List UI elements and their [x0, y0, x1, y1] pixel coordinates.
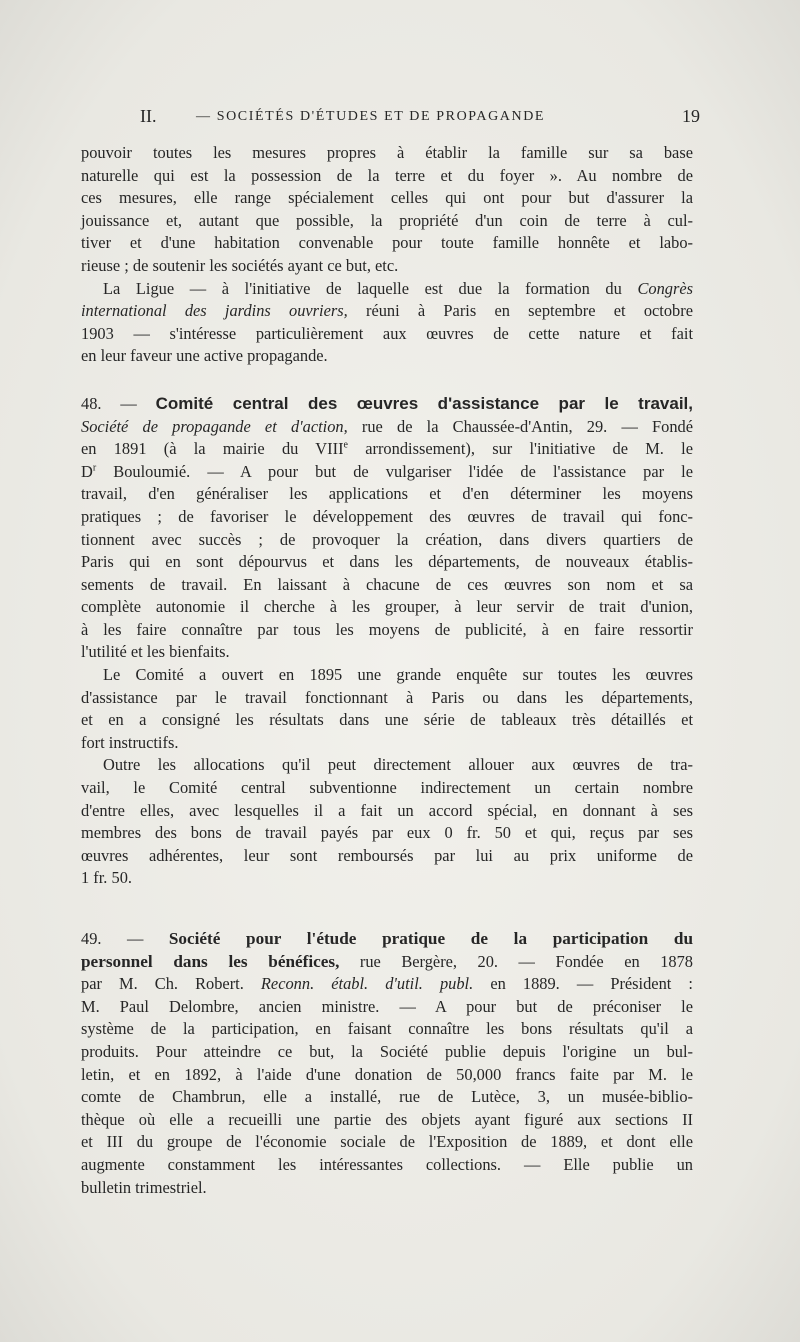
- page-number: 19: [682, 106, 700, 126]
- text-line: à les faire connaître par tous les moyens de publicité, à en faire ressortir: [81, 619, 693, 639]
- text-line: tionnent avec succès ; de provoquer la création, dans divers quartiers de: [81, 529, 693, 549]
- section-title-cont: personnel dans les bénéfices,: [81, 951, 340, 971]
- text-line: augmente constamment les intéressantes collections. — Elle publie un: [81, 1154, 693, 1174]
- text-span: arrondissement), sur l'initiative de M. le: [347, 439, 693, 459]
- text-span: réuni à Paris en septembre et octobre: [347, 301, 693, 321]
- text-line: pouvoir toutes les mesures propres à établir la famille sur sa base: [81, 143, 693, 162]
- page-body: [81, 142, 693, 1199]
- text-line: produits. Pour atteindre ce but, la Société publie depuis l'origine un bul-: [81, 1041, 693, 1061]
- congres-title-italic-cont: international des jardins ouvriers,: [81, 301, 348, 321]
- text-line: Outre les allocations qu'il peut directement allouer aux œuvres de tra-: [103, 755, 693, 775]
- recognition-italic: Reconn. établ. d'util. publ.: [260, 974, 474, 994]
- text-span: rue de la Chaussée-d'Antin, 29. — Fondé: [347, 416, 693, 436]
- text-line: d'assistance par le travail fonctionnant à Paris ou dans les départements,: [81, 687, 693, 707]
- text-line: en leur faveur une active propagande.: [81, 346, 328, 366]
- text-line: letin, et en 1892, à l'aide d'une donation de 50,000 francs faite par M. le: [81, 1064, 693, 1084]
- text-span: en 1891 (à la mairie du VIII: [81, 439, 344, 459]
- chapter-number: II.: [140, 106, 157, 126]
- text-line: [81, 416, 693, 439]
- section-heading-line: [81, 928, 693, 951]
- congres-title-italic: Congrès: [637, 278, 693, 298]
- text-span: en 1889. — Président :: [473, 974, 693, 994]
- text-line: vail, le Comité central subventionne indirectement un certain nombre: [81, 778, 693, 798]
- text-span: par M. Ch. Robert.: [81, 974, 261, 994]
- text-line: œuvres adhérentes, leur sont remboursés par lui au prix uniforme de: [81, 845, 693, 865]
- text-line: [81, 951, 693, 974]
- text-line: [81, 300, 693, 323]
- text-line: travail, d'en généraliser les applications et d'en déterminer les moyens: [81, 484, 693, 504]
- text-line: naturelle qui est la possession de la terre et du foyer ». Au nombre de: [81, 165, 693, 185]
- ligue-paragraph: [81, 278, 693, 368]
- text-line: pratiques ; de favoriser le développement des œuvres de travail qui fonc-: [81, 506, 693, 526]
- text-line: et III du groupe de l'économie sociale de l'Exposition de 1889, et dont elle: [81, 1132, 693, 1152]
- text-line: Le Comité a ouvert en 1895 une grande enquête sur toutes les œuvres: [103, 665, 693, 685]
- section-heading-line: [81, 393, 693, 416]
- society-name-italic: Société de propagande et d'action,: [81, 416, 348, 436]
- text-line: bulletin trimestriel.: [81, 1177, 207, 1197]
- text-span: La Ligue — à l'initiative de laquelle est due la formation du: [103, 278, 638, 298]
- section-title: Comité central des œuvres d'assistance par le travail,: [155, 393, 693, 413]
- text-span: Bouloumié. — A pour but de vulgariser l'idée de l'assistance par le: [96, 461, 693, 481]
- text-line: membres des bons de travail payés par eux 0 fr. 50 et qui, reçus par ses: [81, 823, 693, 843]
- text-line: d'entre elles, avec lesquelles il a fait un accord spécial, en donnant à ses: [81, 800, 693, 820]
- text-line: [81, 461, 693, 484]
- text-line: comte de Chambrun, elle a installé, rue de Lutèce, 3, un musée-biblio-: [81, 1087, 693, 1107]
- text-line: sements de travail. En laissant à chacune de ces œuvres son nom et sa: [81, 574, 693, 594]
- text-line: Paris qui en sont dépourvus et dans les départements, de nouveaux établis-: [81, 552, 693, 572]
- text-line: thèque où elle a recueilli une partie des objets ayant figuré aux sections II: [81, 1109, 693, 1129]
- text-line: système de la participation, en faisant connaître les bons résultats qu'il a: [81, 1019, 693, 1039]
- intro-paragraph: [81, 142, 693, 278]
- text-line: tiver et d'une habitation convenable pour toute famille honnête et labo-: [81, 233, 693, 253]
- text-span: D: [81, 461, 93, 481]
- section-49: [81, 928, 693, 1199]
- section-48: [81, 393, 693, 890]
- text-line: fort instructifs.: [81, 732, 179, 752]
- text-span: rue Bergère, 20. — Fondée en 1878: [339, 951, 693, 971]
- text-line: M. Paul Delombre, ancien ministre. — A pour but de préconiser le: [81, 996, 693, 1016]
- section-number: 48. —: [81, 393, 156, 413]
- text-line: rieuse ; de soutenir les sociétés ayant ce but, etc.: [81, 255, 399, 275]
- text-line: ces mesures, elle range spécialement celles qui ont pour but d'assurer la: [81, 188, 693, 208]
- text-line: [81, 973, 693, 996]
- text-line: complète autonomie il cherche à les grouper, à leur servir de trait d'union,: [81, 597, 693, 617]
- text-line: [81, 438, 693, 461]
- text-line: 1903 — s'intéresse particulièrement aux œuvres de cette nature et fait: [81, 323, 693, 343]
- running-title: — SOCIÉTÉS D'ÉTUDES ET DE PROPAGANDE: [196, 109, 546, 124]
- text-line: [81, 278, 693, 301]
- superscript: r: [92, 462, 97, 474]
- text-line: jouissance et, autant que possible, la propriété d'un coin de terre à cul-: [81, 210, 693, 230]
- running-header: [140, 104, 700, 132]
- text-line: et en a consigné les résultats dans une série de tableaux très détaillés et: [81, 710, 693, 730]
- section-title: Société pour l'étude pratique de la participation du: [168, 929, 693, 948]
- section-number: 49. —: [81, 929, 169, 948]
- text-line: 1 fr. 50.: [81, 868, 132, 888]
- superscript: e: [343, 439, 348, 451]
- text-line: l'utilité et les bienfaits.: [81, 642, 230, 662]
